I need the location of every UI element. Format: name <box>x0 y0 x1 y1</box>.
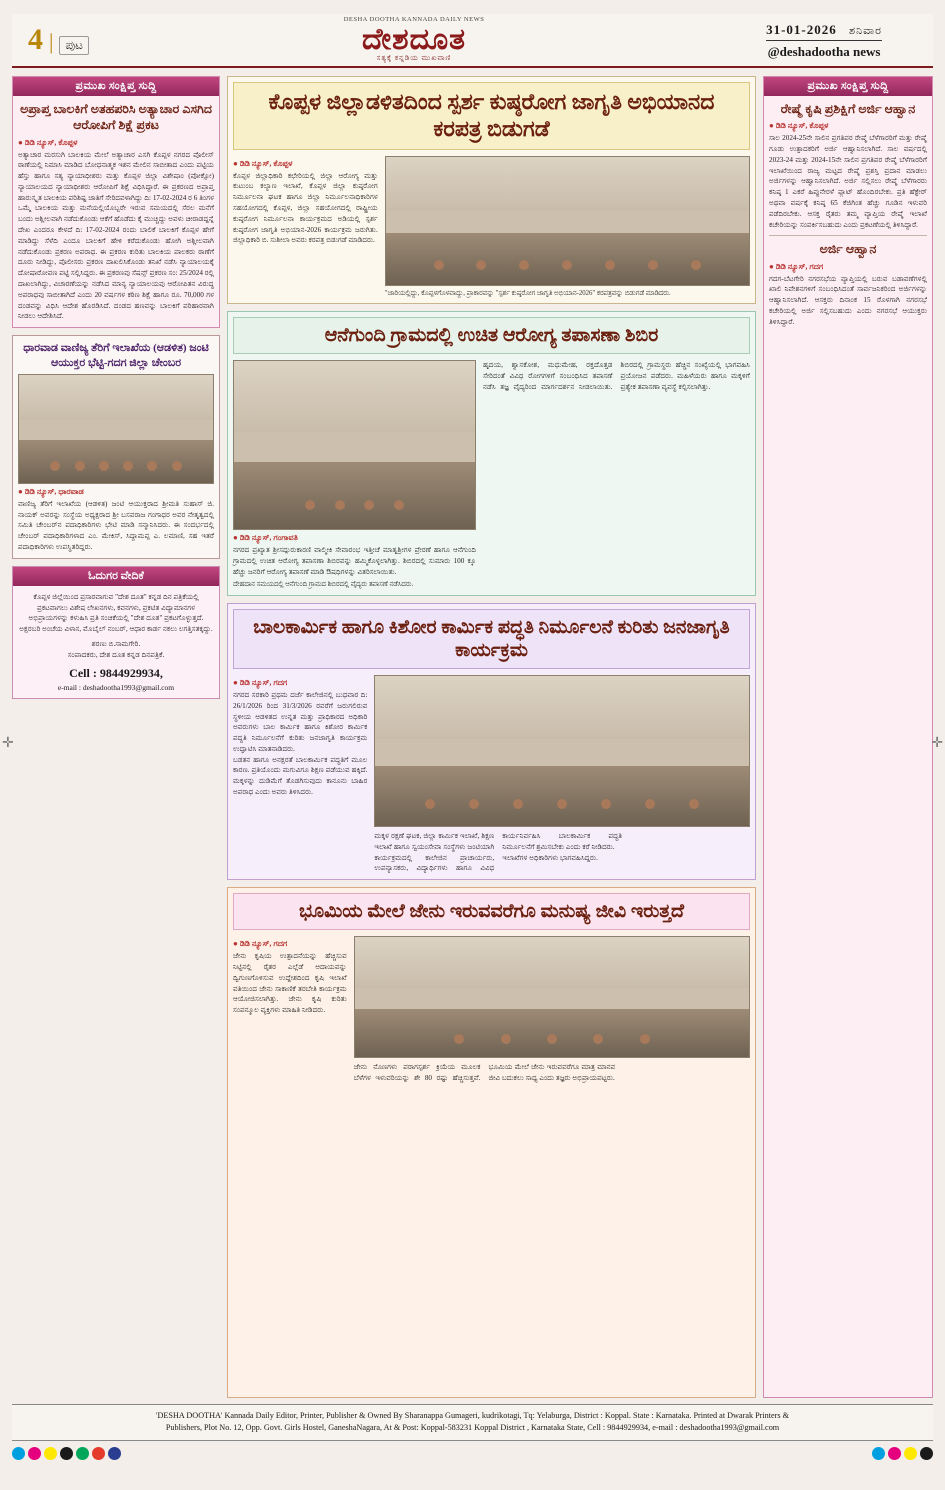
cmyk-green <box>76 1447 89 1460</box>
cmyk-cyan-2 <box>872 1447 885 1460</box>
issue-date-value: 31-01-2026 <box>766 21 837 37</box>
registration-mark-right: ✛ <box>931 736 943 751</box>
masthead-kicker: DESHA DOOTHA KANNADA DAILY NEWS <box>343 16 485 24</box>
photo-subjects <box>234 411 475 508</box>
masthead <box>12 14 933 68</box>
health-body-col1: ನಗರದ ಪ್ರಖ್ಯಾತ ಶ್ರೀಸದ್ಗುರುಕಾರಣಿ ವಾಲ್ಮೀಕಿ ಸೇವಾರಂಭ ಇತ್ತೀಚೆ ಮಾತೃಶ್ರೀಗಳ ಪ್ರೇರಣೆ ಹಾಗೂ ಆನೆಗುಂದಿ ಗ್ರಾಮದಲ್ಲಿ ಉಚಿತ ಆರೋಗ್ಯ ತಪಾಸಣಾ ಶಿಬಿರವನ್ನು ಹಮ್ಮಿಕೊಳ್ಳಲಾಗಿತ್ತು. ಶಿಬಿರದಲ್ಲಿ ಸುಮಾರು 100 ಕ್ಕೂ ಹೆಚ್ಚು ಜನರಿಗೆ ಆರೋಗ್ಯ ತಪಾಸಣೆ ಮಾಡಿ ಔಷಧಿಗಳನ್ನು ವಿತರಿಸಲಾಯಿತು. <box>233 546 476 576</box>
bee-photo <box>354 936 750 1058</box>
right-story1-byline <box>769 121 927 131</box>
forum-cell: Cell : 9844929934, <box>69 665 163 680</box>
byline-bullet: ● <box>18 137 23 147</box>
right-story2-body: ಗದಗ-ಬೆಟಗೇರಿ ನಗರಸಭೆಯ ವ್ಯಾಪ್ತಿಯಲ್ಲಿ ಬರುವ ಬಡಾವಣೆಗಳಲ್ಲಿ ಖಾಲಿ ನಿವೇಶನಗಳಿಗೆ ಸಂಬಂಧಿಸಿದಂತೆ ಸಾರ್ವಜನಿಕರಿಂದ ಅರ್ಜಿಗಳನ್ನು ಆಹ್ವಾನಿಸಲಾಗಿದೆ. ಆಸಕ್ತರು ದಿನಾಂಕ 15 ರೊಳಗಾಗಿ ನಗರಸಭೆ ಕಚೇರಿಯಲ್ಲಿ ಅರ್ಜಿ ಸಲ್ಲಿಸಬಹುದು ಎಂದು ನಗರಸಭೆ ಆಯುಕ್ತರು ತಿಳಿಸಿದ್ದಾರೆ. <box>769 274 927 326</box>
dharwad-title: ಧಾರವಾಡ ವಾಣಿಜ್ಯ ತೆರಿಗೆ ಇಲಾಖೆಯ (ಆಡಳಿತ) ಜಂಟಿ ಆಯುಕ್ತರ ಭೆಟ್ಟಿ-ಗದಗ ಜಿಲ್ಲಾ ಚೇಂಬರ <box>23 342 209 369</box>
byline-bullet: ● <box>233 677 238 687</box>
forum-text: ಕೊಪ್ಪಳ ಜಿಲ್ಲೆಯಿಂದ ಪ್ರಸಾರವಾಗುವ "ದೇಶ ದೂತ" ಕನ್ನಡ ದಿನ ಪತ್ರಿಕೆಯಲ್ಲಿ ಪ್ರಕಟವಾಗಲು ವಿಶೇಷ ಲೇಖನಗಳು, ಕವನಗಳು, ಪ್ರಕಟಿತ ವಿದ್ಯಾಮಾನಗಳ ಅಭಿಪ್ರಾಯಗಳನ್ನು ಕಳುಹಿಸಿ ಪ್ರತಿ ಸಂಚಿಕೆಯಲ್ಲಿ "ದೇಶ ದೂತ" ಪ್ರಕಟಗೊಳ್ಳುತ್ತದೆ. ಅಕ್ಷರಬರಿ ಅಂಚೆಯ ವಿಳಾಸ, ಮೊಬೈಲ್ ನಂಬರ್, ಆಧಾರ ಕಾರ್ಡ ನಕಲು ಲಗತ್ತಿಸತಕ್ಕದ್ದು. <box>19 592 213 634</box>
left-brief-header: ಪ್ರಮುಖ ಸಂಕ್ಷಿಪ್ತ ಸುದ್ದಿ <box>13 77 219 96</box>
health-headline-band <box>233 317 750 354</box>
dharwad-photo <box>18 374 214 484</box>
cmyk-red <box>92 1447 105 1460</box>
cmyk-black-2 <box>920 1447 933 1460</box>
right-story1-title: ರೇಷ್ಮೆ ಕೃಷಿ ಪ್ರಶಿಕ್ಷಿಗೆ ಅರ್ಜಿ ಆಹ್ವಾನ <box>780 102 916 116</box>
right-story1-body: ಸಾಲ 2024-25ನೇ ಸಾಲಿನ ಪ್ರಗತಿಪರ ರೇಷ್ಮೆ ಬೆಳೆಗಾರರಿಗೆ ಮತ್ತು ರೇಷ್ಮೆ ಗೂಡು ಉತ್ಪಾದಕರಿಗೆ ಅರ್ಜಿ ಆಹ್ವಾನಿಸಲಾಗಿದೆ. ಸಾಲ ವರ್ಷದಲ್ಲಿ 2023-24 ಮತ್ತು 2024-15ನೇ ಸಾಲಿನ ಪ್ರಗತಿಪರ ರೇಷ್ಮೆ ಬೆಳೆಗಾರರಿಗೆ ಇಲಾಖೆಯಿಂದ ರಾಜ್ಯ ಮಟ್ಟದ ರೇಷ್ಮೆ ಪ್ರಶಸ್ತಿ ಪ್ರದಾನ ಮಾಡಲು ಅರ್ಜಿಗಳನ್ನು ಆಹ್ವಾನಿಸಲಾಗಿದೆ. ಅರ್ಜಿ ಸಲ್ಲಿಸಲು ರೇಷ್ಮೆ ಬೆಳೆಗಾರರು ಕನಿಷ್ಠ 1 ಎಕರೆ ಹಿಪ್ಪುನೇರಳೆ ಪ್ಲಾಟ್ ಹೊಂದಿರಬೇಕು. ಪ್ರತಿ ಹೆಕ್ಟೇರ್ ಅಥವಾ ವರ್ಷಕ್ಕೆ ಕನಿಷ್ಠ 65 ಕೆಜಿಗಿಂತ ಹೆಚ್ಚು ಗೂಡಿನ ಇಳುವರಿ ಪಡೆದಿರಬೇಕು. ಆಸಕ್ತ ರೈತರು ತಮ್ಮ ವ್ಯಾಪ್ತಿಯ ರೇಷ್ಮೆ ಇಲಾಖೆ ಕಚೇರಿಯನ್ನು ಸಂಪರ್ಕಿಸಬಹುದು ಎಂದು ಪ್ರಕಟಣೆಯಲ್ಲಿ ತಿಳಿಸಿದ್ದಾರೆ. <box>769 134 927 229</box>
byline-text: ಡಿಡಿ ನ್ಯೂಸ್, ಗದಗ <box>775 261 824 271</box>
imprint-footer <box>12 1404 933 1441</box>
page-label: ಪುಟ <box>59 36 89 55</box>
page-number: 4 <box>28 23 43 56</box>
byline-text: ಡಿಡಿ ನ್ಯೂಸ್, ಕೊಪ್ಪಳ <box>24 137 78 147</box>
photo-subjects <box>375 721 749 808</box>
middle-column <box>227 76 756 1398</box>
cmyk-cyan <box>12 1447 25 1460</box>
health-photo-caption: ದೇಹದಾನ ಸಮಯದಲ್ಲಿ ಆನೆಗುಂದಿ ಗ್ರಾಮದ ಶಿಬಿರದಲ್ಲಿ ವೈದ್ಯರು ತಪಾಸಣೆ ನಡೆಸಿದರು. <box>233 581 414 589</box>
folio-divider: | <box>49 29 54 54</box>
bee-headline-band <box>233 893 750 930</box>
cmyk-blue <box>108 1447 121 1460</box>
left-brief-panel <box>12 76 220 328</box>
health-body-col2: ಹೃದಯ, ಶ್ವಾಸಕೋಶ, ಮಧುಮೇಹ, ರಕ್ತದೊತ್ತಡ ಸೇರಿದಂತೆ ವಿವಿಧ ರೋಗಗಳಿಗೆ ಸಂಬಂಧಿಸಿದ ತಪಾಸಣೆ ನಡೆಸಿ ತಜ್ಞ ವೈದ್ಯರಿಂದ ಮಾರ್ಗದರ್ಶನ ನೀಡಲಾಯಿತು. ಶಿಬಿರದಲ್ಲಿ ಗ್ರಾಮಸ್ಥರು ಹೆಚ್ಚಿನ ಸಂಖ್ಯೆಯಲ್ಲಿ ಭಾಗವಹಿಸಿ ಪ್ರಯೋಜನ ಪಡೆದರು. ಮಹಿಳೆಯರು ಹಾಗೂ ಮಕ್ಕಳಿಗೆ ಪ್ರತ್ಯೇಕ ತಪಾಸಣಾ ವ್ಯವಸ್ಥೆ ಕಲ್ಪಿಸಲಾಗಿತ್ತು. <box>482 361 750 391</box>
byline-text: ಡಿಡಿ ನ್ಯೂಸ್, ಗದಗ <box>239 677 288 687</box>
bee-story-panel <box>227 887 756 1398</box>
cmyk-magenta-2 <box>888 1447 901 1460</box>
bee-headline: ಭೂಮಿಯ ಮೇಲೆ ಜೇನು ಇರುವವರೆಗೂ ಮನುಷ್ಯ ಜೀವಿ ಇರುತ್ತದೆ <box>298 901 685 923</box>
cmyk-registration-marks <box>12 1447 933 1460</box>
byline-text: ಡಿಡಿ ನ್ಯೂಸ್, ಕೊಪ್ಪಳ <box>775 121 829 131</box>
masthead-center <box>99 17 729 63</box>
child-body-col3: ಕಾರ್ಯಕ್ರಮದಲ್ಲಿ ಕಾಲೇಜಿನ ಪ್ರಾಚಾರ್ಯರು, ಉಪನ್ಯಾಸಕರು, ವಿದ್ಯಾರ್ಥಿಗಳು ಹಾಗೂ ವಿವಿಧ ಇಲಾಖೆಗಳ ಅಧಿಕಾರಿಗಳು ಭಾಗವಹಿಸಿದ್ದರು. <box>374 853 598 873</box>
dharwad-body: ವಾಣಿಜ್ಯ ತೆರಿಗೆ ಇಲಾಖೆಯ (ಆಡಳಿತ) ಜಂಟಿ ಆಯುಕ್ತರಾದ ಶ್ರೀಮತಿ ಸುಹಾಸ್ ಜಿ. ನಾಯಕ್ ಅವರನ್ನು ಸಂಸ್ಥೆಯ ಅಧ್ಯಕ್ಷರಾದ ಶ್ರೀ ಬಸವರಾಜ ಗಂಗಾಧರ ಅವರ ನೇತೃತ್ವದಲ್ಲಿ ಸಮಿತಿ ಚೇಂಬರ್‌ನ ಪದಾಧಿಕಾರಿಗಳು ಭೇಟಿ ಮಾಡಿ ಸನ್ಮಾನಿಸಿದರು. ಈ ಸಂದರ್ಭದಲ್ಲಿ ಚೇಂಬರ್ ಪದಾಧಿಕಾರಿಗಳಾದ ಎಂ. ಮೇಕಿಸ್, ಸಿದ್ದಾಮಪ್ಪ ಎ. ಲಮಾಣಿ, ಸಹ ಇತರೆ ಪದಾಧಿಕಾರಿಗಳು ಉಪಸ್ಥಿತರಿದ್ದರು. <box>18 499 214 552</box>
child-byline <box>233 678 367 688</box>
folio <box>12 23 99 57</box>
left-column <box>12 76 220 1398</box>
dharwad-panel <box>12 335 220 559</box>
byline-bullet: ● <box>233 533 238 542</box>
forum-address: ಸಂಪಾದಕರು, ದೇಶ ದೂತ ಕನ್ನಡ ದಿನಪತ್ರಿಕೆ. <box>67 650 165 659</box>
lead-photo-caption: "ಜಾರಿಯಲ್ಲಿದ್ದು, ಕೊಪ್ಪಳಗೊಳವಾದ್ದು, ಪ್ರಾಕಾರವನ್ನು "ಸ್ಪರ್ಶ ಕುಷ್ಠರೋಗ ಜಾಗೃತಿ ಅಭಿಯಾನ-2026" ಕರಪತ್ರವನ್ನು ಬಿಡುಗಡೆ ಮಾಡಿದರು. <box>384 289 671 297</box>
masthead-subtitle: ಸತ್ಯಕ್ಕೆ ಕನ್ನಡಿಯ ಮುಖವಾಣಿ <box>376 54 452 63</box>
child-body-col2: ಮಕ್ಕಳ ರಕ್ಷಣೆ ಘಟಕ, ಜಿಲ್ಲಾ ಕಾರ್ಮಿಕ ಇಲಾಖೆ, ಶಿಕ್ಷಣ ಇಲಾಖೆ ಹಾಗೂ ಸ್ವಯಂಸೇವಾ ಸಂಸ್ಥೆಗಳು ಜಂಟಿಯಾಗಿ ಕಾರ್ಯನಿರ್ವಹಿಸಿ ಬಾಲಕಾರ್ಮಿಕ ಪದ್ಧತಿ ನಿರ್ಮೂಲನೆಗೆ ಶ್ರಮಿಸಬೇಕು ಎಂದು ಕರೆ ನೀಡಿದರು. <box>374 831 623 851</box>
masthead-title: ದೇಶದೂತ <box>361 22 467 56</box>
child-body-col1: ನಗರದ ಸರಕಾರಿ ಪ್ರಥಮ ದರ್ಜೆ ಕಾಲೇಜಿನಲ್ಲಿ ಬುಧವಾರ ದಿ: 26/1/2026 ರಿಂದ 31/3/2026 ರವರೆಗೆ ಜರುಗಲಿರುವ ಸ್ಥಳೀಯ ಆಡಳಿತದ ಉನ್ನತ ಮತ್ತು ಪ್ರಾಧಿಕಾರದ ಅಧಿಕಾರಿ ಅವರುಗಳು ಬಾಲ ಕಾರ್ಮಿಕ ಹಾಗೂ ಕಿಶೋರ ಕಾರ್ಮಿಕ ಪದ್ಧತಿ ನಿರ್ಮೂಲನೆಗೆ ಕುರಿತು ಜನಜಾಗೃತಿ ಕಾರ್ಯಕ್ರಮ ಉದ್ಘಾಟಿಸಿ ಮಾತನಾಡಿದರು. <box>233 690 368 753</box>
lead-headline-band <box>233 82 750 150</box>
dharwad-byline <box>18 487 214 497</box>
health-headline: ಆನೆಗುಂದಿ ಗ್ರಾಮದಲ್ಲಿ ಉಚಿತ ಆರೋಗ್ಯ ತಪಾಸಣಾ ಶಿಬಿರ <box>324 324 659 346</box>
bee-body-col2: ಜೇನು ನೊಣಗಳು ಪರಾಗಸ್ಪರ್ಶ ಕ್ರಿಯೆಯ ಮೂಲಕ ಬೆಳೆಗಳ ಇಳುವರಿಯನ್ನು ಶೇ 80 ರಷ್ಟು ಹೆಚ್ಚಿಸುತ್ತವೆ. ಭೂಮಿಯ ಮೇಲೆ ಜೇನು ಇರುವವರೆಗೂ ಮಾತ್ರ ಮಾನವ ಜೀವಿ ಬದುಕಲು ಸಾಧ್ಯ ಎಂದು ತಜ್ಞರು ಅಭಿಪ್ರಾಯಪಟ್ಟರು. <box>353 1063 616 1083</box>
bee-body-col1: ಜೇನು ಕೃಷಿಯ ಉತ್ಪಾದನೆಯನ್ನು ಹೆಚ್ಚಿಸುವ ನಿಟ್ಟಿನಲ್ಲಿ ರೈತರ ಎಲ್ಲೆಡೆ ಆದಾಯವನ್ನು ದ್ವಿಗುಣಗೊಳಿಸುವ ಉದ್ದೇಶದಿಂದ ಕೃಷಿ ಇಲಾಖೆ ವತಿಯಿಂದ ಜೇನು ಸಾಕಾಣಿಕೆ ತರಬೇತಿ ಕಾರ್ಯಕ್ರಮ ಆಯೋಜಿಸಲಾಗಿತ್ತು. ಜೇನು ಕೃಷಿ ಕುರಿತು ಸಂಪನ್ಮೂಲ ವ್ಯಕ್ತಿಗಳು ಮಾಹಿತಿ ನೀಡಿದರು. <box>233 952 347 1015</box>
byline-bullet: ● <box>769 121 774 131</box>
right-story2-byline <box>769 262 927 272</box>
photo-subjects <box>355 973 749 1043</box>
child-headline: ಬಾಲಕಾರ್ಮಿಕ ಹಾಗೂ ಕಿಶೋರ ಕಾರ್ಮಿಕ ಪದ್ಧತಿ ನಿರ್ಮೂಲನೆ ಕುರಿತು ಜನಜಾಗೃತಿ ಕಾರ್ಯಕ್ರಮ <box>253 616 730 661</box>
section-divider <box>769 235 927 236</box>
child-photo <box>374 675 750 827</box>
left-story1-title: ಅಪ್ರಾಪ್ತ ಬಾಲಕಿಗೆ ಅತಹಪರಿಸಿ ಅತ್ಯಾಚಾರ ಎಸಗಿದ ಆರೋಪಿಗೆ ಶಿಕ್ಷೆ ಪ್ರಕಟ <box>20 102 212 133</box>
cmyk-yellow-2 <box>904 1447 917 1460</box>
byline-text: ಡಿಡಿ ನ್ಯೂಸ್, ಗದಗ <box>239 939 288 949</box>
bee-byline <box>233 939 347 949</box>
byline-bullet: ● <box>233 939 238 949</box>
left-story1-byline <box>18 138 214 148</box>
social-handle: @deshadootha news <box>767 43 881 59</box>
issue-day: ಶನಿವಾರ <box>849 24 882 37</box>
forum-signoff: ಶರಣು ಬಿ.ಸಾಮಗೇರಿ. <box>91 640 141 649</box>
child-labour-panel <box>227 603 756 881</box>
byline-bullet: ● <box>233 158 238 168</box>
right-brief-panel <box>763 76 933 1398</box>
child-body-col1b: ಬಡತನ ಹಾಗೂ ಅನಕ್ಷರತೆ ಬಾಲಕಾರ್ಮಿಕ ಪದ್ಧತಿಗೆ ಮೂಲ ಕಾರಣ. ಪ್ರತಿಯೊಂದು ಮಗುವಿಗೂ ಶಿಕ್ಷಣ ಪಡೆಯುವ ಹಕ್ಕಿದೆ. ಮಕ್ಕಳನ್ನು ದುಡಿಮೆಗೆ ತೊಡಗಿಸುವುದು ಕಾನೂನು ಬಾಹಿರ ಅಪರಾಧ ಎಂದು ಅವರು ತಿಳಿಸಿದರು. <box>233 755 368 797</box>
right-column <box>763 76 933 1398</box>
masthead-right <box>729 21 933 60</box>
cmyk-black <box>60 1447 73 1460</box>
byline-text: ಡಿಡಿ ನ್ಯೂಸ್, ಧಾರವಾಡ <box>24 486 84 496</box>
byline-text: ಡಿಡಿ ನ್ಯೂಸ್, ಗಂಗಾವತಿ <box>239 533 298 542</box>
forum-title: ಓದುಗರ ವೇದಿಕೆ <box>13 567 219 586</box>
right-story2-title: ಅರ್ಜಿ ಆಹ್ವಾನ <box>819 242 877 257</box>
imprint-line-2: Publishers, Plot No. 12, Opp. Govt. Girls Hostel, GaneshaNagara, At & Post: Koppal-583231 Koppal District , Karnataka State, Cell : 9844929934, e-mail : deshadootha1993@gmail.com <box>165 1423 780 1433</box>
lead-body-col1: ಕೊಪ್ಪಳ ಜಿಲ್ಲಾಧಿಕಾರಿ ಕಛೇರಿಯಲ್ಲಿ ಜಿಲ್ಲಾ ಆರೋಗ್ಯ ಮತ್ತು ಕುಟುಂಬ ಕಲ್ಯಾಣ ಇಲಾಖೆ, ಕೊಪ್ಪಳ ಜಿಲ್ಲಾ ಕುಷ್ಠರೋಗ ನಿರ್ಮೂಲನಾ ಘಟಕ ಹಾಗೂ ಜಿಲ್ಲಾ ನಿರ್ಮೂಲನಾಧಿಕಾರಿಗಳ ಸಹಯೋಗದಲ್ಲಿ ಕೊಪ್ಪಳ, ಜಿಲ್ಲಾ ಸಹಯೋಗದಲ್ಲಿ ರಾಷ್ಟ್ರೀಯ ಕುಷ್ಠರೋಗ ನಿರ್ಮೂಲನಾ ಕಾರ್ಯಕ್ರಮದ ಅಡಿಯಲ್ಲಿ ಸ್ಪರ್ಶ ಕುಷ್ಠರೋಗ ಜಾಗೃತಿ ಅಭಿಯಾನ-2026 ಕಾರ್ಯಕ್ರಮ ಜರುಗಿತು. ಜಿಲ್ಲಾಧಿಕಾರಿ ಬಿ. ಸುಶೀಲಾ ಅವರು ಕರಪತ್ರ ಬಿಡುಗಡೆ ಮಾಡಿದರು. <box>233 171 378 245</box>
cmyk-yellow <box>44 1447 57 1460</box>
imprint-line-1: 'DESHA DOOTHA' Kannada Daily Editor, Printer, Publisher & Owned By Sharanappa Gumageri, kudrikotagi, Tq: Yelaburga, District : Koppal. State : Karnataka. Printed at Dwarak Printers & <box>156 1411 789 1420</box>
lead-byline <box>233 159 378 169</box>
lead-headline: ಕೊಪ್ಪಳ ಜಿಲ್ಲಾಡಳಿತದಿಂದ ಸ್ಪರ್ಶ ಕುಷ್ಠರೋಗ ಜಾಗೃತಿ ಅಭಿಯಾನದ ಕರಪತ್ರ ಬಿಡುಗಡೆ <box>268 89 715 141</box>
right-brief-header: ಪ್ರಮುಖ ಸಂಕ್ಷಿಪ್ತ ಸುದ್ದಿ <box>764 77 932 96</box>
photo-subjects <box>386 195 749 269</box>
byline-bullet: ● <box>18 486 23 496</box>
byline-bullet: ● <box>769 261 774 271</box>
readers-forum <box>12 566 220 699</box>
health-photo <box>233 360 476 530</box>
child-headline-band <box>233 609 750 669</box>
byline-text: ಡಿಡಿ ನ್ಯೂಸ್, ಕೊಪ್ಪಳ <box>239 158 293 168</box>
photo-subjects <box>19 407 213 470</box>
issue-date <box>766 22 882 41</box>
health-camp-panel <box>227 311 756 596</box>
lead-photo <box>385 156 750 286</box>
left-story1-body: ಅತ್ಯಾಚಾರ ಮರಸುಗಿ ಬಾಲಕಿಯ ಮೇಲೆ ಅತ್ಯಾಚಾರ ಎಸಗಿ ಕೊಪ್ಪಳ ನಗರದ ಪೊಲೀಸ್ ಠಾಣೆಯಲ್ಲಿ ನಿಮಾಸಿ ಮಾಡಿದ ಬೋಧನಾತ್ಮಕ ಇಶನ ಮೇಲಿನ ಸಾಬೀತಾದ ಎಂದು ಪಟ್ಟಿಯ ಹೆಸ್ತು ಹಾಗೂ ಸತ್ಯ ನ್ಯಾಯಾಧೀಶರು ಮತ್ತು ಕೊಪ್ಪಳ ಜಿಲ್ಲಾ ವಿಶೇಷಾಂ (ಪೋಕ್ಸೋ) ನ್ಯಾಯಾಲಯದ ನ್ಯಾಯಾಧೀಶರು ಆರೋಪಿಗೆ ಶಿಕ್ಷೆ ವಿಧಿಸಿದ್ದಾರೆ. ಈ ಪ್ರಕರಣದ ಅಪ್ರಾಪ್ತ ಹಾರುಸ್ಕೃತ ಬಾಲಕಿಯ ಪರಿಶಿಷ್ಟ ಜಾತಿಗೆ ಸೇರಿದವಳಾಗಿದ್ದು ದಿ: 17-02-2024 ರ 6 ತಿಂಗಳ ಒಮ್ಮೆ ಬಾಲಕಿಯ ಮತ್ತು ಮನೆಯಲ್ಲಿಯೊಬ್ಬರೇ ಇರುವ ಸಮಯದಲ್ಲಿ ಸೆರಲ ಮನೆಗೆ ಬಂದು ಅಶ್ಲೀಲವಾಗಿ ನಡೆದುಕೊಂಡು ಆಕೆಗೆ ಹೊಡೆದು ಕೈ ಮುಚ್ಚಿದ್ದು ಅವಳು ಚೀರಾಡದ್ದನ್ನೆ ದೇಖ ಎಂದರೂ ಕೇಳದೆ ದಿ: 17-02-2024 ರಂದು ಬಾಲಿಕೆ ಬಾಲಕಿಗೆ ಕೊಪ್ಪಳ ಹೇಗೆ ಮಾಡಿದ್ದು ಸೆಳೆದಿ ಎಂದೂ ಬಾಲಕಿಗೆ ಹೇಳಿ ಕರೆದುಕೊಂಡು ಹೋಗಿ ಅಶ್ಲೀಲವಾಗಿ ನಡೆದುಕೊಂಡು ಪ್ರಕರಣ ಅಪರಾಧ. ಈ ಪ್ರಕರಣ ಕುರಿತು ಬಾಲಕಿಯ ಪಾಲಕರು ಠಾಣೆಗೆ ದೂರು ನೀಡಿದ್ದು, ಪೊಲೀಸರು ಪ್ರಕರಣ ದಾಖಲಿಸಿಕೊಂಡು ತನಿಖೆ ನಡೆಸಿ ನ್ಯಾಯಾಲಯಕ್ಕೆ ದೋಷಾರೋಪಣ ಪಟ್ಟಿ ಸಲ್ಲಿಸಿದ್ದರು. ಈ ಪ್ರಕರಣವು ಸೆಷನ್ಸ್ ಪ್ರಕರಣ ಸಂ: 25/2024 ರಲ್ಲಿ ದಾಖಲಾಗಿದ್ದು, ವಿಚಾರಣೆಯನ್ನು ನಡೆಸಿದ ಮಾನ್ಯ ನ್ಯಾಯಾಲಯವು ಆರೋಪಿತನ ವಿರುದ್ಧ ಅಪರಾಧವು ಸಾಬೀತಾಗಿದೆ ಎಂದು 20 ವರ್ಷಗಳ ಕಠಿಣ ಶಿಕ್ಷೆ ಹಾಗೂ ರೂ. 70,000 ಗಳ ದಂಡವನ್ನು ವಿಧಿಸಿ ಆದೇಶ ಹೊರಡಿಸಿದೆ. ದಂಡದ ಹಣವನ್ನು ಬಾಲಕಿಗೆ ಪರಿಹಾರವಾಗಿ ನೀಡಲು ಆದೇಶಿಸಿದೆ. <box>18 150 214 321</box>
lead-story-panel <box>227 76 756 304</box>
forum-email[interactable]: e-mail : deshadootha1993@gmail.com <box>57 682 175 692</box>
registration-mark-left: ✛ <box>2 736 14 751</box>
page-grid <box>12 76 933 1398</box>
cmyk-magenta <box>28 1447 41 1460</box>
health-byline <box>233 533 476 543</box>
